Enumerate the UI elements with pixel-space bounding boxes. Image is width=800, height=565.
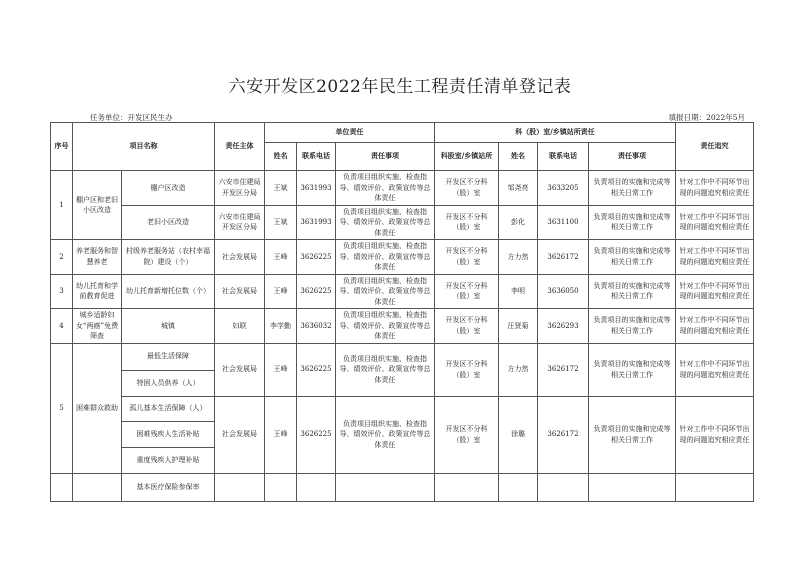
cell-subject: 社会发展局 [215,240,265,275]
cell-phone: 3626225 [297,240,336,275]
header-subject: 责任主体 [215,123,265,171]
cell-dept: 开发区不分科（股）室 [435,240,499,275]
header-name: 姓名 [265,143,297,171]
cell-phone: 3626225 [297,396,336,473]
cell-seq: 4 [51,309,73,344]
cell-name: 王峰 [265,240,297,275]
cell-empty [215,473,265,501]
cell-name: 王斌 [265,171,297,206]
cell-phone: 3636032 [297,309,336,344]
page-title: 六安开发区2022年民生工程责任清单登记表 [228,77,572,97]
cell-duty2: 负责项目的实施和完成等相关日常工作 [589,274,676,309]
cell-name2: 邹尧亮 [499,171,538,206]
cell-name: 王斌 [265,205,297,240]
cell-duty: 负责项目组织实施、检查指导、绩效评价、政策宣传等总体责任 [336,309,435,344]
cell-pursuit: 针对工作中不同环节出现的问题追究相应责任 [676,274,754,309]
cell-duty: 负责项目组织实施、检查指导、绩效评价、政策宣传等总体责任 [336,274,435,309]
cell-dept: 开发区不分科（股）室 [435,396,499,473]
cell-item: 老旧小区改造 [122,205,215,240]
cell-phone2: 3631100 [538,205,589,240]
cell-name: 王峰 [265,274,297,309]
header-project: 项目名称 [73,123,215,171]
cell-pursuit: 针对工作中不同环节出现的问题追究相应责任 [676,396,754,473]
table-row [51,396,754,421]
header-phone: 联系电话 [297,143,336,171]
header-dept-resp: 科（股）室/乡镇站所责任 [435,123,676,143]
cell-duty2: 负责项目的实施和完成等相关日常工作 [589,343,676,396]
cell-empty [499,473,538,501]
cell-empty [589,473,676,501]
cell-item: 幼儿托育新增托位数（个） [122,274,215,309]
cell-subject: 社会发展局 [215,343,265,396]
cell-item: 困难残疾人生活补贴 [122,421,215,447]
cell-subject: 六安市住建局开发区分局 [215,205,265,240]
task-unit: 任务单位：开发区民生办 [90,113,173,122]
cell-item: 基本医疗保险参保率 [122,473,215,501]
cell-dept: 开发区不分科（股）室 [435,171,499,206]
cell-dept: 开发区不分科（股）室 [435,343,499,396]
cell-item: 城镇 [122,309,215,344]
cell-pursuit: 针对工作中不同环节出现的问题追究相应责任 [676,343,754,396]
cell-duty2: 负责项目的实施和完成等相关日常工作 [589,309,676,344]
cell-duty2: 负责项目的实施和完成等相关日常工作 [589,396,676,473]
cell-phone2: 3626172 [538,396,589,473]
cell-duty2: 负责项目的实施和完成等相关日常工作 [589,171,676,206]
cell-name2: 方力然 [499,240,538,275]
cell-phone: 3631993 [297,171,336,206]
cell-item: 棚户区改造 [122,171,215,206]
cell-phone2: 3626293 [538,309,589,344]
cell-dept: 开发区不分科（股）室 [435,205,499,240]
table-row [51,240,754,275]
header-phone2: 联系电话 [538,143,589,171]
cell-subject: 社会发展局 [215,396,265,473]
cell-item: 村级养老服务站（农村幸福院）建设（个） [122,240,215,275]
table-row [51,171,754,206]
cell-duty: 负责项目组织实施、检查指导、绩效评价、政策宣传等总体责任 [336,396,435,473]
cell-duty2: 负责项目的实施和完成等相关日常工作 [589,240,676,275]
header-duty: 责任事项 [336,143,435,171]
header-duty2: 责任事项 [589,143,676,171]
cell-subject: 六安市住建局开发区分局 [215,171,265,206]
header-pursuit: 责任追究 [676,123,754,171]
cell-group: 城乡适龄妇女“两癌”免费筛查 [73,309,122,344]
cell-group: 养老服务和智慧养老 [73,240,122,275]
table-row [51,343,754,370]
table-row [51,205,754,240]
cell-phone: 3626225 [297,343,336,396]
cell-group [73,473,122,501]
cell-seq [51,473,73,501]
cell-pursuit: 针对工作中不同环节出现的问题追究相应责任 [676,309,754,344]
header-dept: 科股室/乡镇站所 [435,143,499,171]
header-unit-resp: 单位责任 [265,123,435,143]
cell-phone2: 3633205 [538,171,589,206]
cell-phone2: 3626172 [538,343,589,396]
cell-empty [435,473,499,501]
table-row [51,473,754,501]
cell-subject: 妇联 [215,309,265,344]
cell-name2: 李明 [499,274,538,309]
table-row [51,274,754,309]
cell-seq: 2 [51,240,73,275]
table-row [51,309,754,344]
cell-duty: 负责项目组织实施、检查指导、绩效评价、政策宣传等总体责任 [336,205,435,240]
cell-empty [265,473,297,501]
cell-pursuit: 针对工作中不同环节出现的问题追究相应责任 [676,171,754,206]
cell-name2: 徐璐 [499,396,538,473]
cell-empty [538,473,589,501]
header-row [51,123,754,143]
cell-duty: 负责项目组织实施、检查指导、绩效评价、政策宣传等总体责任 [336,343,435,396]
cell-name2: 汪贤菊 [499,309,538,344]
cell-group: 幼儿托育和学前教育促进 [73,274,122,309]
cell-empty [676,473,754,501]
cell-dept: 开发区不分科（股）室 [435,309,499,344]
cell-pursuit: 针对工作中不同环节出现的问题追究相应责任 [676,205,754,240]
cell-phone: 3631993 [297,205,336,240]
cell-seq: 1 [51,171,73,240]
header-seq: 序号 [51,123,73,171]
cell-item: 最低生活保障 [122,343,215,370]
cell-duty: 负责项目组织实施、检查指导、绩效评价、政策宣传等总体责任 [336,240,435,275]
cell-item: 重度残疾人护理补贴 [122,447,215,473]
cell-item: 孤儿基本生活保障（人） [122,396,215,421]
cell-empty [297,473,336,501]
cell-dept: 开发区不分科（股）室 [435,274,499,309]
cell-seq: 3 [51,274,73,309]
cell-group: 棚户区和老旧小区改造 [73,171,122,240]
header-name2: 姓名 [499,143,538,171]
cell-name: 李学勤 [265,309,297,344]
cell-duty2: 负责项目的实施和完成等相关日常工作 [589,205,676,240]
responsibility-table [50,122,754,502]
cell-phone: 3626225 [297,274,336,309]
fill-date: 填报日期：2022年5月 [668,113,745,122]
cell-duty: 负责项目组织实施、检查指导、绩效评价、政策宣传等总体责任 [336,171,435,206]
cell-subject: 社会发展局 [215,274,265,309]
cell-item: 特困人员供养（人） [122,370,215,396]
cell-name: 王峰 [265,343,297,396]
cell-name: 王峰 [265,396,297,473]
cell-phone2: 3626172 [538,240,589,275]
cell-pursuit: 针对工作中不同环节出现的问题追究相应责任 [676,240,754,275]
cell-empty [336,473,435,501]
cell-name2: 彭化 [499,205,538,240]
cell-group: 困难群众救助 [73,343,122,473]
cell-name2: 方力然 [499,343,538,396]
cell-phone2: 3636050 [538,274,589,309]
cell-seq: 5 [51,343,73,473]
